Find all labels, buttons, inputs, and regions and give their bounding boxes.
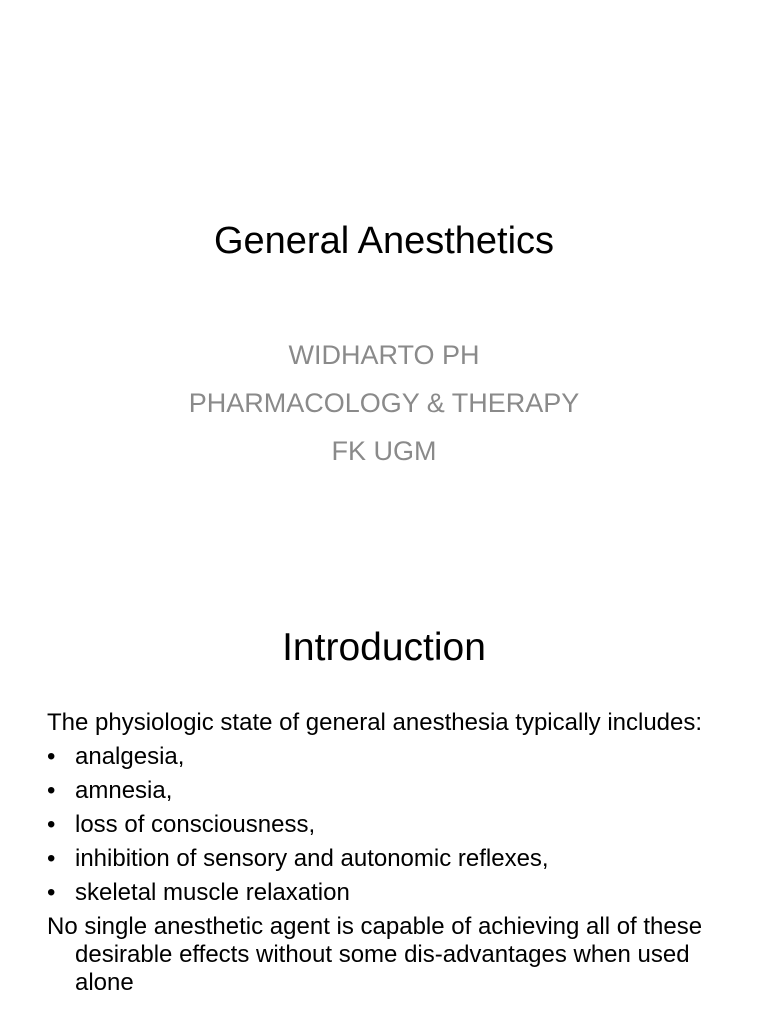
conclusion-paragraph: No single anesthetic agent is capable of achieving all of these desirable effects without some dis-advantages when used alone <box>47 913 703 996</box>
bullet-icon: • <box>47 811 56 838</box>
list-item <box>47 845 737 873</box>
bullet-icon: • <box>47 845 56 872</box>
list-item-text: skeletal muscle relaxation <box>75 879 350 906</box>
slide-body <box>47 709 737 1003</box>
slide-title: General Anesthetics <box>213 220 555 262</box>
effects-list <box>47 743 737 907</box>
bullet-icon: • <box>47 777 56 804</box>
list-item-text: analgesia, <box>75 743 185 770</box>
list-item-text: loss of consciousness, <box>75 811 316 838</box>
intro-paragraph: The physiologic state of general anesthesia typically includes: <box>47 709 703 736</box>
list-item <box>47 777 737 805</box>
list-item <box>47 811 737 839</box>
slide-subtitle <box>0 331 768 475</box>
list-item-text: amnesia, <box>75 777 173 804</box>
list-item <box>47 743 737 771</box>
bullet-icon: • <box>47 743 56 770</box>
introduction-slide <box>0 576 768 1024</box>
bullet-icon: • <box>47 879 56 906</box>
author-name: WIDHARTO PH <box>288 340 480 370</box>
institution-name: FK UGM <box>331 436 437 466</box>
section-title: Introduction <box>282 626 486 669</box>
list-item <box>47 879 737 907</box>
list-item-text: inhibition of sensory and autonomic reflexes, <box>75 845 549 872</box>
department-name: PHARMACOLOGY & THERAPY <box>188 388 580 418</box>
